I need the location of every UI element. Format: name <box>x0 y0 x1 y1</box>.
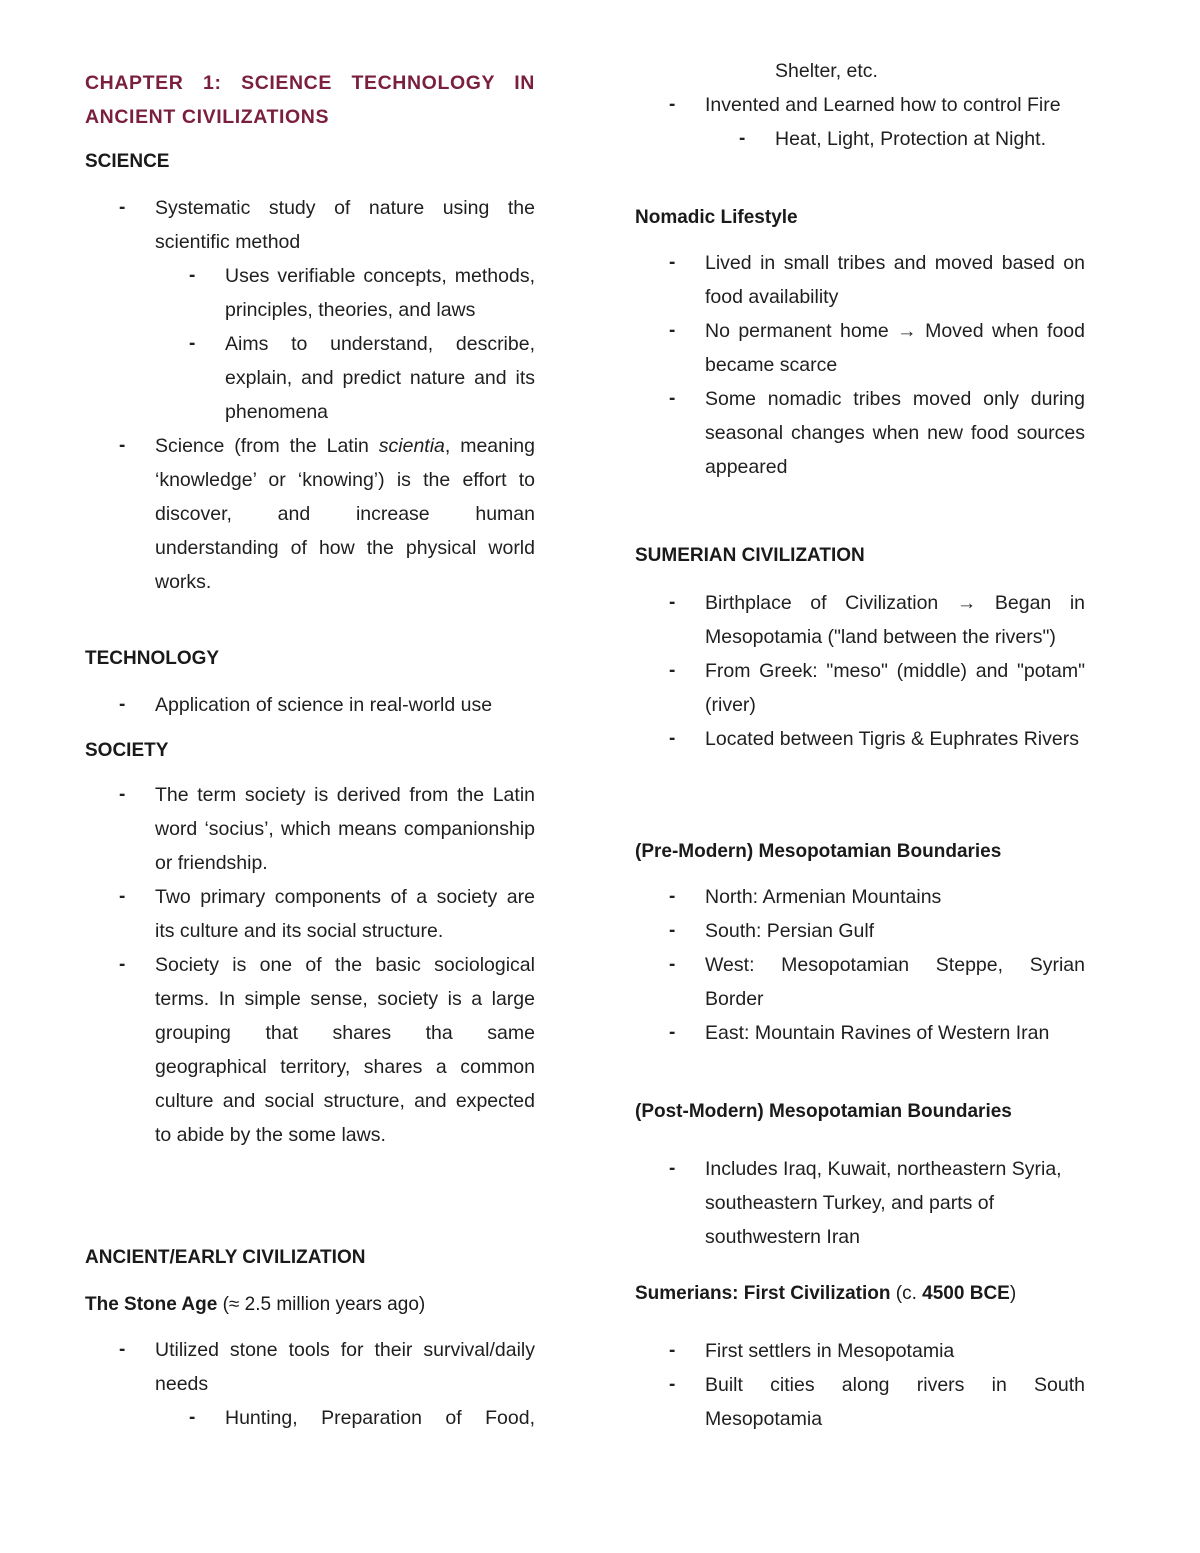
list-item <box>635 880 1085 914</box>
dash-bullet: - <box>119 954 126 975</box>
fire-list <box>635 88 1085 156</box>
dash-bullet: - <box>119 435 126 456</box>
society-etymology: The term society is derived from the Latin word ‘socius’, which means companionship or friendship. <box>155 784 535 874</box>
list-item <box>635 1334 1085 1368</box>
sumerians-list <box>635 1334 1085 1436</box>
dash-bullet: - <box>669 728 676 749</box>
list-item <box>635 722 1085 756</box>
dash-bullet: - <box>669 886 676 907</box>
science-list <box>85 191 535 599</box>
list-item <box>85 429 535 599</box>
list-item <box>705 122 1085 156</box>
sumerian-list <box>635 586 1085 756</box>
list-item <box>635 246 1085 314</box>
dash-bullet: - <box>119 1339 126 1360</box>
list-item <box>635 382 1085 484</box>
fire-sublist <box>705 122 1085 156</box>
list-item <box>635 586 1085 654</box>
list-item <box>85 880 535 948</box>
boundary-east: East: Mountain Ravines of Western Iran <box>705 1022 1050 1044</box>
stone-tools-sublist <box>155 1401 535 1435</box>
dash-bullet: - <box>669 388 676 409</box>
sumerians-circa: (c. <box>890 1283 923 1304</box>
dash-bullet: - <box>669 252 676 273</box>
list-item <box>85 1333 535 1435</box>
list-item <box>635 948 1085 1016</box>
dash-bullet: - <box>189 265 196 286</box>
post-modern-heading: (Post-Modern) Mesopotamian Boundaries <box>635 1101 1012 1122</box>
stone-age-list <box>85 1333 535 1435</box>
etymology-text: Science (from the Latin <box>155 435 379 457</box>
list-item <box>635 1368 1085 1436</box>
stone-tools-sub-continued: Shelter, etc. <box>775 60 878 82</box>
nomadic-list <box>635 246 1085 484</box>
dash-bullet: - <box>669 592 676 613</box>
list-item <box>85 688 535 722</box>
list-item <box>635 88 1085 156</box>
dash-bullet: - <box>189 333 196 354</box>
stone-age-date: (≈ 2.5 million years ago) <box>217 1294 426 1315</box>
sumerian-heading: SUMERIAN CIVILIZATION <box>635 545 865 566</box>
science-heading: SCIENCE <box>85 151 170 172</box>
list-item <box>85 948 535 1152</box>
nomadic-tribes: Lived in small tribes and moved based on food availability <box>705 252 1085 308</box>
list-item <box>635 1016 1085 1050</box>
dash-bullet: - <box>119 886 126 907</box>
list-item <box>85 778 535 880</box>
chapter-title: CHAPTER 1: SCIENCE TECHNOLOGY IN ANCIENT CIVILIZATIONS <box>85 72 535 128</box>
sumerians-heading <box>635 1277 1016 1311</box>
dash-bullet: - <box>739 128 746 149</box>
nomadic-no-home: No permanent home → Moved when food became scarce <box>705 320 1085 376</box>
science-etymology <box>155 429 535 599</box>
list-item <box>85 191 535 429</box>
sumerian-location: Located between Tigris & Euphrates Rivers <box>705 728 1079 750</box>
stone-age-heading <box>85 1288 425 1322</box>
list-item <box>635 314 1085 382</box>
fire-sub-benefits: Heat, Light, Protection at Night. <box>775 128 1046 150</box>
boundary-west: West: Mesopotamian Steppe, Syrian Border <box>705 954 1085 1010</box>
list-item <box>635 654 1085 722</box>
list-item <box>635 1152 1085 1254</box>
dash-bullet: - <box>669 660 676 681</box>
etymology-text-rest: , meaning ‘knowledge’ or ‘knowing’) is the effort to discover, and increase human understanding of how the physical world works. <box>155 435 536 593</box>
society-components: Two primary components of a society are its culture and its social structure. <box>155 886 535 942</box>
sumerians-date: 4500 BCE <box>922 1283 1010 1304</box>
technology-list <box>85 688 535 722</box>
society-definition: Society is one of the basic sociological terms. In simple sense, society is a large grouping that shares tha same geographical territory, shares a common culture and social structure, and expected to abide by the some laws. <box>155 954 535 1146</box>
ancient-civilization-heading: ANCIENT/EARLY CIVILIZATION <box>85 1247 366 1268</box>
stone-tools-item: Utilized stone tools for their survival/daily needs <box>155 1339 535 1395</box>
nomadic-seasonal: Some nomadic tribes moved only during seasonal changes when new food sources appeared <box>705 388 1085 478</box>
sumerian-greek: From Greek: "meso" (middle) and "potam" (river) <box>705 660 1085 716</box>
latin-term: scientia <box>378 435 445 457</box>
dash-bullet: - <box>189 1407 196 1428</box>
science-sublist <box>155 259 535 429</box>
dash-bullet: - <box>669 1374 676 1395</box>
fire-item: Invented and Learned how to control Fire <box>705 94 1061 116</box>
dash-bullet: - <box>669 320 676 341</box>
sumerians-first-settlers: First settlers in Mesopotamia <box>705 1340 955 1362</box>
sumerian-birthplace: Birthplace of Civilization → Began in Mesopotamia ("land between the rivers") <box>705 592 1085 648</box>
list-item <box>155 327 535 429</box>
dash-bullet: - <box>669 94 676 115</box>
science-sub-verifiable: Uses verifiable concepts, methods, principles, theories, and laws <box>225 265 535 321</box>
sumerians-paren: ) <box>1009 1283 1017 1304</box>
post-modern-list <box>635 1152 1085 1254</box>
science-definition: Systematic study of nature using the scientific method <box>155 197 535 253</box>
stone-tools-sub-uses: Hunting, Preparation of Food, <box>225 1407 535 1429</box>
society-heading: SOCIETY <box>85 740 169 761</box>
list-item <box>635 914 1085 948</box>
sumerians-cities: Built cities along rivers in South Mesopotamia <box>705 1374 1085 1430</box>
dash-bullet: - <box>119 197 126 218</box>
technology-definition: Application of science in real-world use <box>155 694 493 716</box>
science-sub-aims: Aims to understand, describe, explain, and predict nature and its phenomena <box>225 333 535 423</box>
dash-bullet: - <box>669 1158 676 1179</box>
dash-bullet: - <box>669 1340 676 1361</box>
technology-heading: TECHNOLOGY <box>85 648 220 669</box>
post-modern-includes: Includes Iraq, Kuwait, northeastern Syria, southeastern Turkey, and parts of southwestern Iran <box>705 1158 1062 1248</box>
dash-bullet: - <box>669 920 676 941</box>
list-item <box>155 259 535 327</box>
boundary-south: South: Persian Gulf <box>705 920 875 942</box>
stone-age-title: The Stone Age <box>85 1294 218 1315</box>
pre-modern-heading: (Pre-Modern) Mesopotamian Boundaries <box>635 841 1002 862</box>
nomadic-heading: Nomadic Lifestyle <box>635 207 798 228</box>
dash-bullet: - <box>119 694 126 715</box>
list-item <box>155 1401 535 1435</box>
dash-bullet: - <box>119 784 126 805</box>
pre-modern-list <box>635 880 1085 1050</box>
dash-bullet: - <box>669 954 676 975</box>
sumerians-title: Sumerians: First Civilization <box>635 1283 891 1304</box>
boundary-north: North: Armenian Mountains <box>705 886 942 908</box>
dash-bullet: - <box>669 1022 676 1043</box>
society-list <box>85 778 535 1152</box>
